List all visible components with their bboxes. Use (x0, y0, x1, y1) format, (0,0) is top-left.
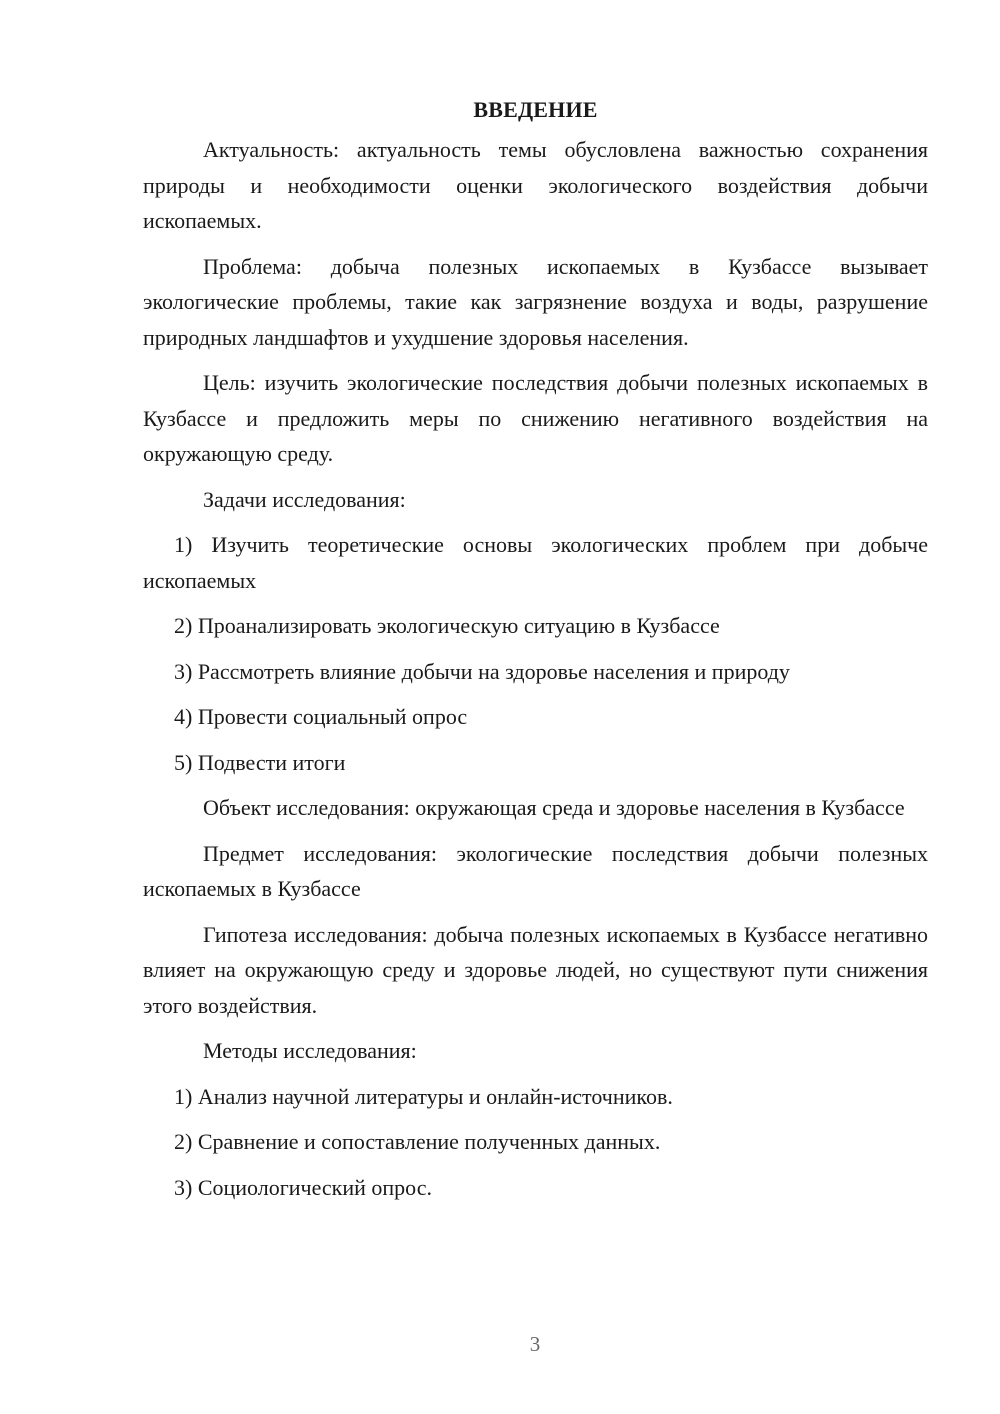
task-item: 5) Подвести итоги (174, 749, 346, 775)
methods-heading: Методы исследования: (203, 1038, 417, 1063)
object-paragraph: Объект исследования: окружающая среда и здоровье населения в Кузбассе (203, 795, 905, 820)
document-page (143, 92, 928, 1215)
tasks-heading: Задачи исследования: (203, 486, 406, 512)
task-item: 1) Изучить теоретические основы экологических проблем при добыче ископаемых (143, 532, 928, 593)
problem-paragraph: Проблема: добыча полезных ископаемых в Кузбассе вызывает экологические проблемы, такие как загрязнение воздуха и воды, разрушение природных ландшафтов и ухудшение здоровья населения. (143, 253, 928, 350)
goal-paragraph: Цель: изучить экологические последствия добычи полезных ископаемых в Кузбассе и предложить меры по снижению негативного воздействия на окружающую среду. (143, 370, 928, 466)
method-item: 1) Анализ научной литературы и онлайн-источников. (174, 1083, 673, 1109)
page-title: ВВЕДЕНИЕ (473, 97, 598, 122)
relevance-paragraph: Актуальность: актуальность темы обусловлена важностью сохранения природы и необходимости оценки экологического воздействия добычи ископаемых. (143, 137, 928, 233)
task-item: 2) Проанализировать экологическую ситуацию в Кузбассе (174, 613, 720, 638)
task-item: 3) Рассмотреть влияние добычи на здоровье населения и природу (174, 658, 790, 684)
method-item: 3) Социологический опрос. (174, 1174, 432, 1200)
subject-paragraph: Предмет исследования: экологические последствия добычи полезных ископаемых в Кузбассе (143, 840, 928, 901)
task-item: 4) Провести социальный опрос (174, 704, 468, 729)
hypothesis-paragraph: Гипотеза исследования: добыча полезных ископаемых в Кузбассе негативно влияет на окружающую среду и здоровье людей, но существуют пути снижения этого воздействия. (143, 921, 928, 1018)
page-number: 3 (529, 1332, 541, 1356)
method-item: 2) Сравнение и сопоставление полученных данных. (174, 1129, 661, 1154)
